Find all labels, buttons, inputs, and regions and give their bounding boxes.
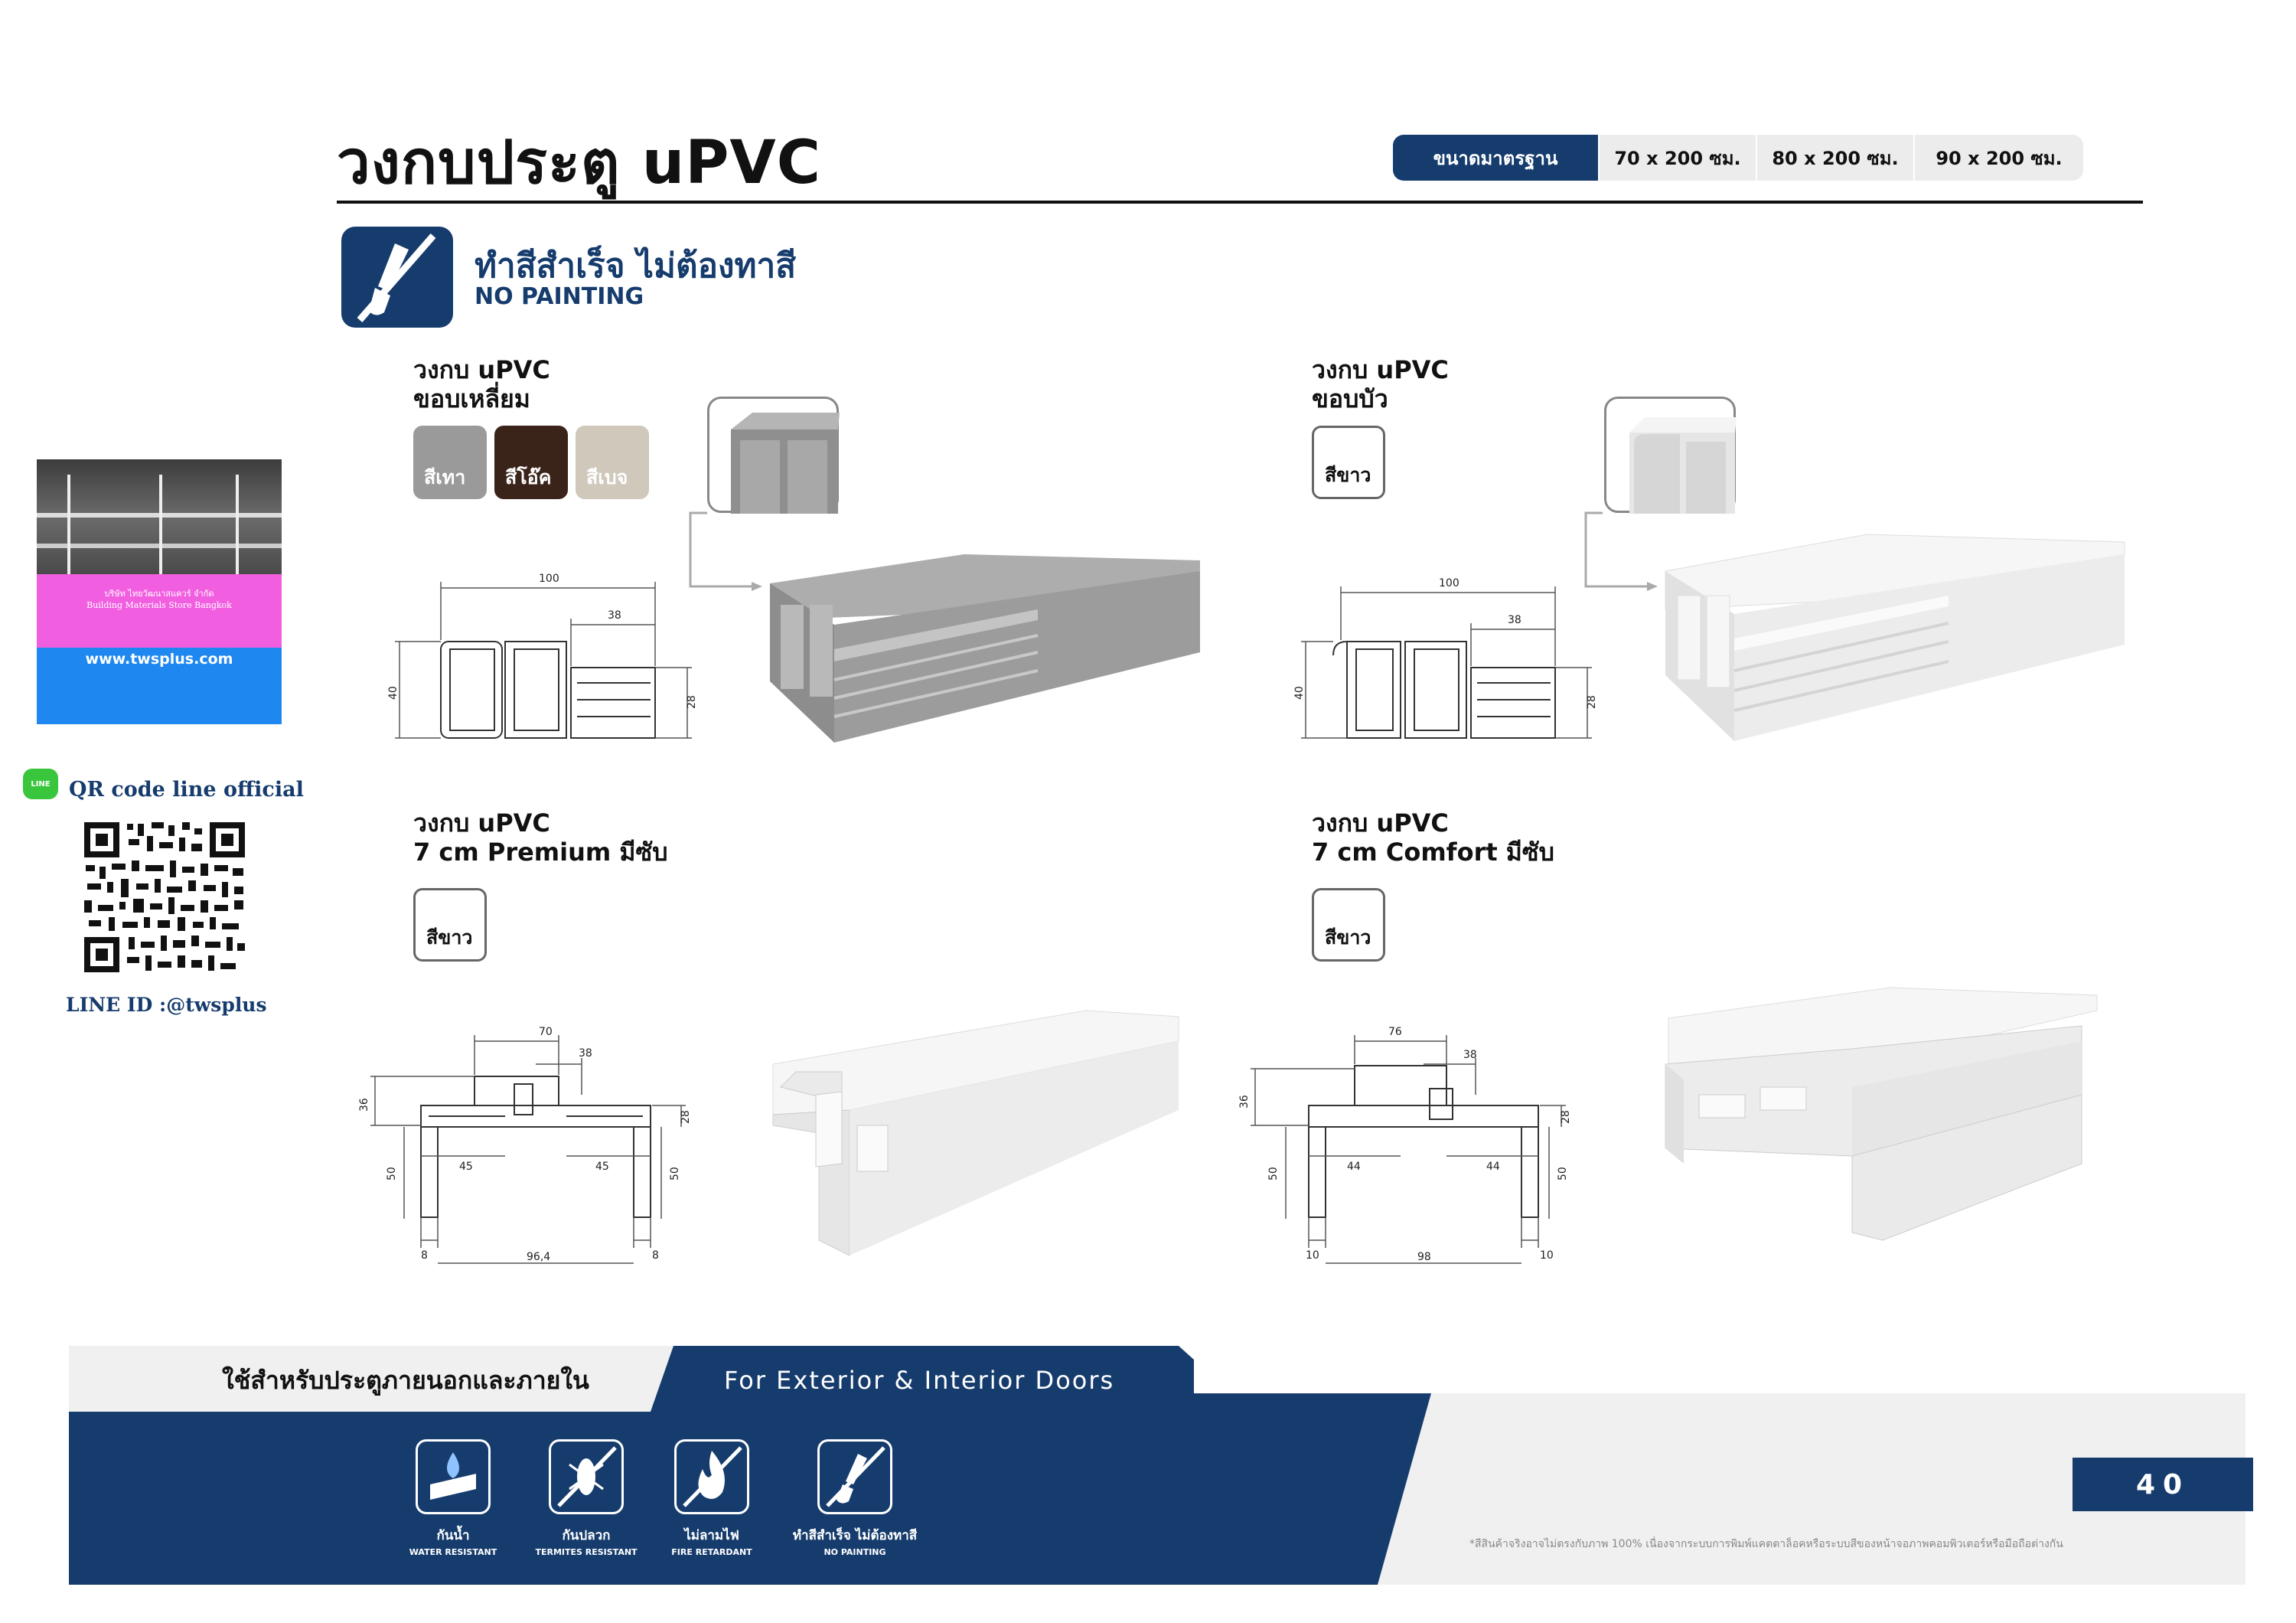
qr-title: QR code line official	[69, 778, 304, 802]
size-option-80: 80 x 200 ซม.	[1756, 135, 1913, 181]
product-title-premium: วงกบ uPVC 7 cm Premium มีซับ	[413, 808, 668, 867]
no-painting-title-th: ทำสีสำเร็จ ไม่ต้องทาสี	[475, 247, 797, 286]
dim-sub-right: 45	[595, 1161, 609, 1173]
dim-rebate-depth: 28	[1586, 695, 1598, 709]
feature-water-resistant: กันน้ำ WATER RESISTANT	[400, 1439, 507, 1557]
dim-jamb-left: 50	[1267, 1167, 1280, 1181]
product-title-comfort: วงกบ uPVC 7 cm Comfort มีซับ	[1312, 808, 1554, 867]
termite-icon	[549, 1439, 624, 1514]
dim-width: 76	[1388, 1026, 1402, 1038]
frame-3d-render-comfort	[1665, 988, 2097, 1240]
dim-wall-left: 8	[421, 1249, 428, 1262]
dim-rebate-depth: 28	[680, 1110, 692, 1124]
size-option-70: 70 x 200 ซม.	[1598, 135, 1756, 181]
paint-brush-icon	[341, 227, 453, 328]
title-divider	[337, 201, 2143, 204]
size-option-90: 90 x 200 ซม.	[1913, 135, 2083, 181]
dim-jamb-left: 50	[386, 1167, 398, 1181]
store-photo	[37, 459, 282, 724]
dim-height: 36	[358, 1098, 370, 1112]
dim-rebate: 38	[579, 1047, 592, 1060]
feature-no-painting: ทำสีสำเร็จ ไม่ต้องทาสี NO PAINTING	[790, 1439, 920, 1557]
profile-drawing-molded-edge	[1286, 475, 2143, 750]
frame-3d-render-white	[1665, 534, 2125, 741]
dim-wall-right: 10	[1540, 1249, 1554, 1262]
footer-title-th: ใช้สำหรับประตูภายนอกและภายใน	[222, 1366, 589, 1395]
swatch-beige: สีเบจ	[576, 426, 649, 499]
dim-height: 40	[387, 686, 400, 700]
swatch-white: สีขาว	[1312, 426, 1385, 499]
store-website: www.twsplus.com	[85, 651, 233, 668]
water-drop-icon	[416, 1439, 491, 1514]
dim-width: 70	[539, 1026, 553, 1038]
feature-termite-resistant: กันปลวก TERMITES RESISTANT	[533, 1439, 640, 1557]
store-name: บริษัท ไทยวัฒนาสแควร์ จำกัด	[104, 589, 214, 599]
dim-sub-left: 44	[1347, 1161, 1361, 1173]
dim-rebate: 38	[608, 609, 621, 622]
dim-rebate-depth: 28	[1560, 1110, 1572, 1124]
size-label: ขนาดมาตรฐาน	[1393, 135, 1598, 181]
dim-rebate: 38	[1463, 1049, 1477, 1061]
disclaimer: *สีสินค้าจริงอาจไม่ตรงกับภาพ 100% เนื่องจากระบบการพิมพ์แคตตาล็อคหรือระบบสีของหน้าจอภาพคอมพิวเตอร์หรือมือถือต่างกัน	[1469, 1538, 2063, 1550]
dim-sub-left: 45	[459, 1161, 473, 1173]
dim-jamb-right: 50	[669, 1167, 681, 1181]
line-logo-icon	[23, 769, 58, 799]
swatch-white: สีขาว	[413, 888, 487, 962]
qr-code	[83, 821, 246, 977]
dim-sub-right: 44	[1486, 1161, 1500, 1173]
line-id: LINE ID :@twsplus	[66, 994, 267, 1016]
store-subtitle: Building Materials Store Bangkok	[86, 600, 232, 610]
swatch-oak: สีโอ๊ค	[494, 426, 568, 499]
footer-title-en: For Exterior & Interior Doors	[724, 1366, 1115, 1395]
dim-rebate: 38	[1508, 614, 1521, 626]
dim-width: 100	[1439, 577, 1459, 589]
line-logo-text: LINE	[31, 779, 51, 789]
swatch-white: สีขาว	[1312, 888, 1385, 962]
dim-wall-left: 10	[1306, 1249, 1319, 1262]
dim-jamb-right: 50	[1557, 1167, 1569, 1181]
no-painting-title-en: NO PAINTING	[475, 283, 644, 310]
standard-size-bar	[1393, 135, 2083, 181]
dim-rebate-depth: 28	[686, 695, 698, 709]
product-title-molded-edge: วงกบ uPVC ขอบบัว	[1312, 355, 1449, 413]
frame-3d-render-premium	[773, 1011, 1179, 1256]
page-number: 40	[2073, 1458, 2253, 1511]
profile-drawing-premium	[352, 1011, 1194, 1286]
paint-brush-icon	[817, 1439, 892, 1514]
dim-total: 96,4	[527, 1251, 551, 1263]
dim-wall-right: 8	[652, 1249, 659, 1262]
dim-width: 100	[539, 573, 559, 585]
dim-total: 98	[1417, 1251, 1431, 1263]
page-title: วงกบประตู uPVC	[337, 129, 822, 198]
swatch-grey: สีเทา	[413, 426, 487, 499]
dim-height: 40	[1293, 686, 1306, 700]
feature-fire-retardant: ไม่ลามไฟ FIRE RETARDANT	[658, 1439, 765, 1557]
product-title-square-edge: วงกบ uPVC ขอบเหลี่ยม	[413, 355, 550, 413]
fire-icon	[674, 1439, 749, 1514]
profile-drawing-square-edge	[387, 475, 1202, 750]
profile-drawing-comfort	[1240, 980, 2112, 1286]
frame-3d-render-grey	[770, 554, 1200, 743]
dim-height: 36	[1238, 1095, 1251, 1109]
